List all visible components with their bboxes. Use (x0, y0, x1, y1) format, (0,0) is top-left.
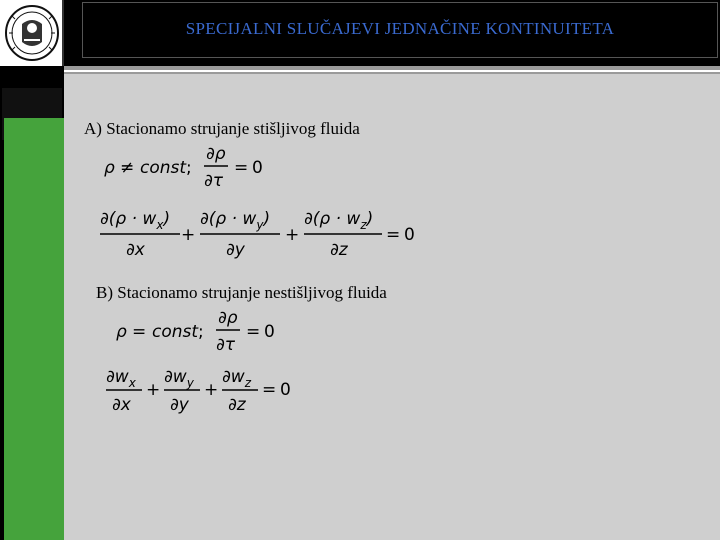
svg-text:+: + (146, 380, 161, 400)
equation-a1 (100, 140, 300, 192)
header-divider-line (64, 70, 720, 72)
svg-text:=: = (386, 225, 401, 245)
svg-text:0: 0 (264, 322, 275, 342)
svg-text:∂τ: ∂τ (216, 335, 236, 355)
svg-text:0: 0 (404, 225, 415, 245)
svg-text:∂(ρ · wy): $\partial(\rho \cdot w_y)$ (200, 209, 271, 232)
section-b-heading: B) Stacionamo strujanje nestišljivog fluida (96, 283, 387, 302)
equation-b2 (102, 362, 312, 418)
svg-text:=: = (262, 380, 277, 400)
svg-text:∂z: ∂z (228, 395, 246, 415)
svg-text:=: = (246, 322, 261, 342)
svg-text:ρ: ρ (104, 158, 115, 178)
svg-text:=: = (132, 322, 147, 342)
sidebar-green-strip (4, 118, 64, 540)
svg-text:+: + (204, 380, 219, 400)
page-title: SPECIJALNI SLUČAJEVI JEDNAČINE KONTINUITETA (185, 19, 615, 38)
svg-text:0: 0 (280, 380, 291, 400)
svg-text:∂ρ: ∂ρ (206, 144, 226, 164)
svg-text:=: = (234, 158, 249, 178)
svg-text:≠: ≠ (120, 158, 135, 178)
svg-text:const: const (152, 322, 199, 342)
svg-text:∂z: ∂z (330, 240, 348, 260)
title-frame (82, 2, 718, 58)
svg-text:+: + (285, 225, 300, 245)
svg-text:∂(ρ · wx): $\partial(\rho \cdot w_x)$ (100, 209, 171, 232)
svg-text:;: ; (198, 322, 204, 342)
svg-text:+: + (181, 225, 196, 245)
svg-text:∂ρ: ∂ρ (218, 308, 238, 328)
section-a-heading: A) Stacionamo strujanje stišljivog fluida (84, 119, 360, 138)
equation-b1 (112, 304, 312, 356)
svg-text:∂y: ∂y (170, 395, 189, 415)
svg-text:∂wy: $\partial w_y$ (164, 367, 194, 390)
svg-text:0: 0 (252, 158, 263, 178)
university-logo (0, 0, 64, 66)
svg-text:∂(ρ · wz): $\partial(\rho \cdot w_z)$ (304, 209, 374, 232)
svg-text:∂y: ∂y (226, 240, 245, 260)
svg-text:∂τ: ∂τ (204, 171, 224, 191)
equation-a2 (96, 200, 426, 264)
svg-text:ρ: ρ (116, 322, 127, 342)
svg-text:∂wz: $\partial w_z$ (222, 367, 252, 390)
svg-text:∂wx: $\partial w_x$ (106, 367, 136, 390)
svg-text:∂x: ∂x (126, 240, 145, 260)
svg-text:;: ; (186, 158, 192, 178)
svg-text:∂x: ∂x (112, 395, 131, 415)
svg-text:const: const (140, 158, 187, 178)
